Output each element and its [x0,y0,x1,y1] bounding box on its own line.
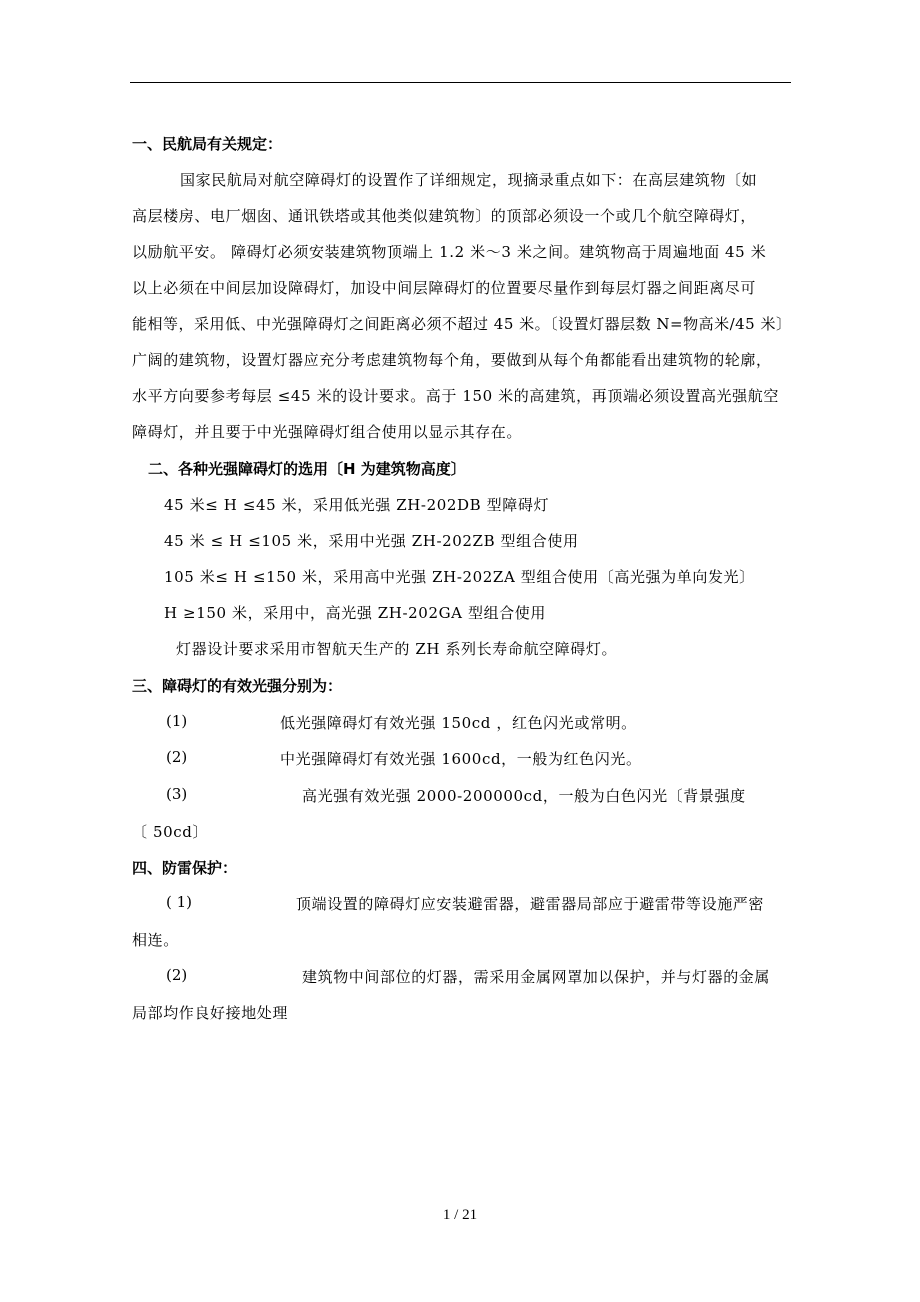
section-4-item-2-continuation: 局部均作良好接地处理 [132,1004,289,1022]
section-2-line-5: 灯器设计要求采用市智航天生产的 ZH 系列长寿命航空障碍灯。 [176,640,618,658]
section-1-heading: 一、民航局有关规定： [132,135,283,153]
section-2-line-1: 45 米≤ H ≤45 米，采用低光强 ZH-202DB 型障碍灯 [164,496,550,514]
section-2-line-2: 45 米 ≤ H ≤105 米，采用中光强 ZH-202ZB 型组合使用 [164,532,579,550]
page-number: 1 / 21 [442,1207,478,1223]
section-3-item-2-number: (2) [166,748,188,766]
section-4-item-2-number: (2) [166,966,188,984]
section-3-item-1-number: (1) [166,712,188,730]
section-2-heading: 二、各种光强障碍灯的选用〔H 为建筑物高度〕 [148,460,466,478]
section-2-line-3: 105 米≤ H ≤150 米，采用高中光强 ZH-202ZA 型组合使用〔高光强为单向发光〕 [164,568,755,586]
section-1-line-4: 以上必须在中间层加设障碍灯，加设中间层障碍灯的位置要尽量作到每层灯器之间距离尽可 [132,279,757,297]
header-rule [130,82,791,83]
section-3-item-1-text: 低光强障碍灯有效光强 150cd ，红色闪光或常明。 [280,714,637,732]
section-4-item-1-text: 顶端设置的障碍灯应安装避雷器，避雷器局部应于避雷带等设施严密 [296,895,765,913]
section-1-line-3: 以励航平安。 障碍灯必须安装建筑物顶端上 1.2 米～3 米之间。建筑物高于周遍地面 45 米 [132,243,767,261]
section-4-item-1-continuation: 相连。 [132,931,179,949]
section-2-line-4: H ≥150 米，采用中，高光强 ZH-202GA 型组合使用 [164,604,546,622]
section-1-line-2: 高层楼房、电厂烟囱、通讯铁塔或其他类似建筑物〕的顶部必须设一个或几个航空障碍灯， [132,207,757,225]
section-4-heading: 四、防雷保护： [132,859,238,877]
section-1-line-6: 广阔的建筑物，设置灯器应充分考虑建筑物每个角，要做到从每个角都能看出建筑物的轮廓， [132,351,772,369]
section-3-item-3-continuation: 〔 50cd〕 [132,823,209,841]
section-1-line-8: 障碍灯，并且要于中光强障碍灯组合使用以显示其存在。 [132,423,523,441]
section-3-item-3-text: 高光强有效光强 2000-200000cd，一般为白色闪光〔背景强度 [302,787,746,805]
section-1-line-7: 水平方向要参考每层 ≤45 米的设计要求。高于 150 米的高建筑，再顶端必须设置高光强航空 [132,387,779,405]
section-3-item-3-number: (3) [166,785,188,803]
section-4-item-1-number: ( 1) [166,893,193,911]
section-1-line-1: 国家民航局对航空障碍灯的设置作了详细规定，现摘录重点如下：在高层建筑物〔如 [180,171,758,189]
section-3-heading: 三、障碍灯的有效光强分别为： [132,677,343,695]
section-3-item-2-text: 中光强障碍灯有效光强 1600cd，一般为红色闪光。 [280,750,642,768]
section-4-item-2-text: 建筑物中间部位的灯器，需采用金属网罩加以保护，并与灯器的金属 [302,968,771,986]
section-1-line-5: 能相等，采用低、中光强障碍灯之间距离必须不超过 45 米。〔设置灯器层数 N=物高米/45 米〕 [132,315,792,333]
